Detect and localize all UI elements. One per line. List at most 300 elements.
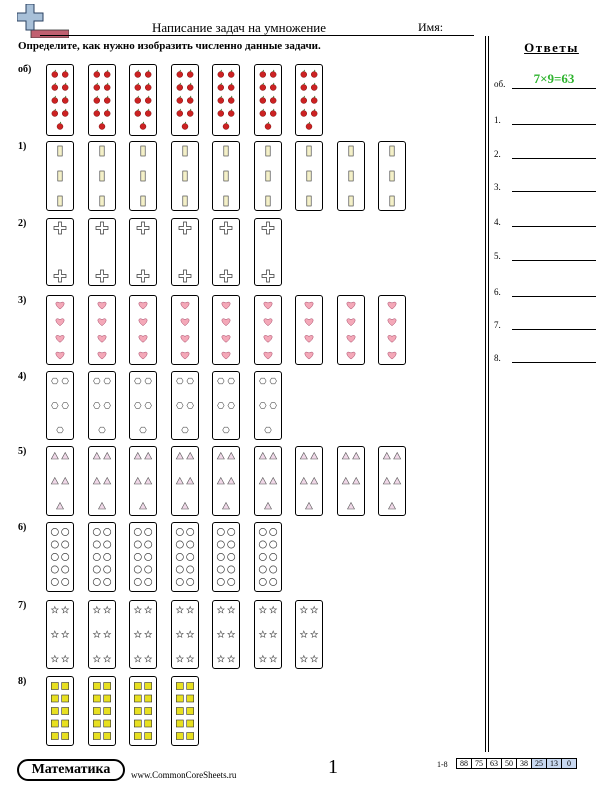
card-icons [213, 65, 239, 135]
star-icon [186, 656, 193, 662]
star-icon [269, 656, 276, 662]
circle-icon [145, 528, 152, 535]
apple-icon [270, 83, 276, 91]
apple-icon [104, 83, 110, 91]
square-icon [145, 683, 152, 690]
circle-icon [62, 578, 69, 585]
domino-card [46, 64, 74, 136]
triangle-icon [217, 478, 224, 485]
domino-card [295, 446, 323, 516]
domino-card [129, 600, 157, 669]
hexagon-icon [103, 403, 110, 409]
star-icon [311, 656, 318, 662]
square-icon [51, 683, 58, 690]
heart-icon [56, 302, 64, 309]
rectangle-icon [390, 171, 394, 181]
triangle-icon [181, 503, 188, 510]
triangle-icon [145, 478, 152, 485]
answer-row [494, 178, 604, 192]
square-icon [103, 683, 110, 690]
apple-icon [62, 96, 68, 104]
card-icons [172, 677, 198, 745]
cross-icon [262, 270, 274, 282]
page-number: 1 [328, 756, 338, 778]
square-icon [62, 720, 69, 727]
triangle-icon [176, 478, 183, 485]
triangle-icon [186, 453, 193, 460]
answer-number: 2. [494, 149, 501, 159]
answer-blank[interactable] [512, 260, 596, 261]
card-icons [47, 372, 73, 439]
apple-icon [259, 70, 265, 78]
problem-label: 1) [18, 141, 27, 152]
score-cell: 0 [562, 759, 577, 769]
rectangle-icon [348, 146, 352, 156]
domino-card [171, 446, 199, 516]
hexagon-icon [52, 378, 59, 384]
domino-card [378, 446, 406, 516]
circle-icon [103, 528, 110, 535]
rectangle-icon [348, 171, 352, 181]
star-icon [228, 631, 235, 637]
triangle-icon [51, 478, 58, 485]
domino-card [171, 141, 199, 211]
circle-icon [62, 528, 69, 535]
square-icon [51, 720, 58, 727]
answer-blank[interactable] [512, 226, 596, 227]
circle-icon [103, 578, 110, 585]
domino-card [129, 522, 157, 592]
card-icons [255, 523, 281, 591]
card-icons [47, 601, 73, 668]
square-icon [176, 720, 183, 727]
circle-icon [176, 578, 183, 585]
apple-icon [187, 70, 193, 78]
star-icon [145, 631, 152, 637]
heart-icon [180, 335, 188, 342]
circle-icon [93, 553, 100, 560]
circle-icon [93, 528, 100, 535]
hexagon-icon [103, 378, 110, 384]
apple-icon [62, 70, 68, 78]
heart-icon [305, 302, 313, 309]
triangle-icon [62, 453, 69, 460]
domino-card [171, 218, 199, 286]
rectangle-icon [307, 146, 311, 156]
card-icons [89, 219, 115, 285]
triangle-icon [62, 478, 69, 485]
answer-blank[interactable] [512, 88, 596, 89]
domino-card [212, 141, 240, 211]
circle-icon [51, 528, 58, 535]
hexagon-icon [135, 378, 142, 384]
heart-icon [263, 352, 271, 359]
circle-icon [259, 528, 266, 535]
domino-card [46, 141, 74, 211]
square-icon [145, 733, 152, 740]
star-icon [228, 656, 235, 662]
card-icons [130, 447, 156, 515]
circle-icon [228, 566, 235, 573]
rectangle-icon [348, 196, 352, 206]
hexagon-icon [145, 403, 152, 409]
card-icons [89, 601, 115, 668]
card-icons [213, 601, 239, 668]
apple-icon [57, 122, 63, 130]
heart-icon [56, 335, 64, 342]
heart-icon [56, 319, 64, 326]
card-icons [255, 296, 281, 364]
heart-icon [346, 302, 354, 309]
apple-icon [93, 109, 99, 117]
star-icon [51, 607, 58, 613]
triangle-icon [389, 503, 396, 510]
score-table [456, 758, 577, 769]
apple-icon [218, 96, 224, 104]
domino-card [212, 295, 240, 365]
rectangle-icon [265, 196, 269, 206]
hexagon-icon [264, 427, 271, 433]
apple-icon [228, 109, 234, 117]
card-icons [213, 523, 239, 591]
card-icons [296, 296, 322, 364]
triangle-icon [383, 478, 390, 485]
answer-blank[interactable] [512, 362, 596, 363]
square-icon [186, 708, 193, 715]
answer-number: 1. [494, 115, 501, 125]
triangle-icon [269, 453, 276, 460]
cross-icon [54, 270, 66, 282]
card-icons [255, 601, 281, 668]
domino-card [129, 218, 157, 286]
domino-card [378, 141, 406, 211]
heart-icon [263, 319, 271, 326]
circle-icon [145, 541, 152, 548]
circle-icon [134, 528, 141, 535]
answer-blank[interactable] [512, 124, 596, 125]
instructions: Определите, как нужно изобразить численно данные задачи. [18, 40, 321, 52]
hexagon-icon [52, 403, 59, 409]
circle-icon [269, 541, 276, 548]
star-icon [269, 607, 276, 613]
apple-icon [93, 70, 99, 78]
triangle-icon [306, 503, 313, 510]
triangle-icon [352, 478, 359, 485]
card-icons [213, 219, 239, 285]
page-title: Написание задач на умножение [152, 20, 327, 35]
domino-card [171, 295, 199, 365]
card-icons [89, 447, 115, 515]
domino-card [254, 295, 282, 365]
circle-icon [186, 553, 193, 560]
heart-icon [388, 335, 396, 342]
star-icon [134, 656, 141, 662]
star-icon [300, 656, 307, 662]
triangle-icon [98, 503, 105, 510]
star-icon [51, 656, 58, 662]
apple-icon [99, 122, 105, 130]
card-icons [89, 296, 115, 364]
logo-icon [17, 4, 69, 38]
hexagon-icon [62, 378, 69, 384]
apple-icon [218, 83, 224, 91]
cross-icon [220, 222, 232, 234]
square-icon [186, 720, 193, 727]
hexagon-icon [269, 403, 276, 409]
square-icon [103, 708, 110, 715]
apple-icon [270, 96, 276, 104]
card-icons [338, 296, 364, 364]
domino-card [46, 371, 74, 440]
rectangle-icon [307, 171, 311, 181]
heart-icon [97, 335, 105, 342]
answer-blank[interactable] [512, 158, 596, 159]
star-icon [176, 607, 183, 613]
domino-card [171, 64, 199, 136]
domino-card [254, 371, 282, 440]
rectangle-icon [182, 196, 186, 206]
rectangle-icon [141, 196, 145, 206]
hexagon-icon [186, 403, 193, 409]
square-icon [134, 733, 141, 740]
card-icons [255, 372, 281, 439]
hexagon-icon [140, 427, 147, 433]
star-icon [134, 607, 141, 613]
star-icon [134, 631, 141, 637]
answer-number: 4. [494, 217, 501, 227]
square-icon [93, 733, 100, 740]
heart-icon [305, 335, 313, 342]
card-icons [130, 677, 156, 745]
circle-icon [145, 578, 152, 585]
apple-icon [145, 83, 151, 91]
circle-icon [93, 566, 100, 573]
circle-icon [259, 553, 266, 560]
card-icons [296, 601, 322, 668]
card-icons [47, 65, 73, 135]
apple-icon [52, 96, 58, 104]
triangle-icon [145, 453, 152, 460]
apple-icon [301, 83, 307, 91]
card-icons [172, 219, 198, 285]
answers-title: Ответы [524, 40, 579, 55]
square-icon [134, 695, 141, 702]
problem-label: 2) [18, 218, 27, 229]
square-icon [145, 720, 152, 727]
hexagon-icon [57, 427, 64, 433]
heart-icon [139, 302, 147, 309]
heart-icon [222, 335, 230, 342]
triangle-icon [311, 453, 318, 460]
card-icons [47, 677, 73, 745]
cross-icon [137, 270, 149, 282]
square-icon [176, 683, 183, 690]
circle-icon [62, 566, 69, 573]
star-icon [259, 631, 266, 637]
apple-icon [135, 109, 141, 117]
card-icons [296, 65, 322, 135]
answer-blank[interactable] [512, 191, 596, 192]
triangle-icon [311, 478, 318, 485]
apple-icon [218, 109, 224, 117]
answer-number: 5. [494, 251, 501, 261]
triangle-icon [103, 453, 110, 460]
star-icon [259, 656, 266, 662]
score-label: 1-8 [437, 760, 448, 769]
circle-icon [186, 541, 193, 548]
square-icon [103, 720, 110, 727]
star-icon [228, 607, 235, 613]
apple-icon [228, 70, 234, 78]
circle-icon [176, 541, 183, 548]
triangle-icon [57, 503, 64, 510]
heart-icon [388, 302, 396, 309]
domino-card [212, 446, 240, 516]
square-icon [176, 708, 183, 715]
circle-icon [217, 541, 224, 548]
circle-icon [228, 541, 235, 548]
star-icon [93, 631, 100, 637]
card-icons [130, 523, 156, 591]
circle-icon [51, 578, 58, 585]
card-icons [172, 296, 198, 364]
hexagon-icon [223, 427, 230, 433]
card-icons [89, 677, 115, 745]
rectangle-icon [99, 171, 103, 181]
triangle-icon [217, 453, 224, 460]
triangle-icon [269, 478, 276, 485]
domino-card [88, 218, 116, 286]
heart-icon [97, 319, 105, 326]
domino-card [337, 141, 365, 211]
card-icons [172, 372, 198, 439]
apple-icon [135, 83, 141, 91]
card-icons [213, 296, 239, 364]
domino-card [88, 64, 116, 136]
answer-row [494, 213, 604, 227]
triangle-icon [223, 503, 230, 510]
triangle-icon [394, 478, 401, 485]
card-icons [213, 447, 239, 515]
star-icon [62, 607, 69, 613]
rectangle-icon [224, 196, 228, 206]
triangle-icon [342, 478, 349, 485]
problem-label: 7) [18, 600, 27, 611]
star-icon [300, 631, 307, 637]
apple-icon [182, 122, 188, 130]
answer-number: 3. [494, 182, 501, 192]
apple-icon [135, 70, 141, 78]
star-icon [300, 607, 307, 613]
star-icon [186, 631, 193, 637]
domino-card [46, 676, 74, 746]
cross-icon [54, 222, 66, 234]
triangle-icon [264, 503, 271, 510]
star-icon [103, 656, 110, 662]
hexagon-icon [269, 378, 276, 384]
domino-card [254, 446, 282, 516]
card-icons [130, 372, 156, 439]
card-icons [47, 219, 73, 285]
triangle-icon [259, 453, 266, 460]
square-icon [103, 695, 110, 702]
problem-label: об) [18, 64, 32, 75]
score-cell: 63 [487, 759, 502, 769]
triangle-icon [93, 478, 100, 485]
triangle-icon [300, 453, 307, 460]
apple-icon [259, 96, 265, 104]
card-icons [338, 142, 364, 210]
card-icons [130, 142, 156, 210]
triangle-icon [259, 478, 266, 485]
circle-icon [259, 541, 266, 548]
heart-icon [388, 352, 396, 359]
apple-icon [228, 96, 234, 104]
heart-icon [222, 352, 230, 359]
domino-card [212, 64, 240, 136]
square-icon [134, 708, 141, 715]
apple-icon [145, 96, 151, 104]
heart-icon [388, 319, 396, 326]
score-cell: 50 [502, 759, 517, 769]
domino-card [88, 446, 116, 516]
domino-card [171, 676, 199, 746]
problem-label: 6) [18, 522, 27, 533]
heart-icon [56, 352, 64, 359]
hexagon-icon [186, 378, 193, 384]
circle-icon [186, 578, 193, 585]
heart-icon [222, 319, 230, 326]
cross-icon [96, 222, 108, 234]
card-icons [255, 142, 281, 210]
heart-icon [180, 352, 188, 359]
square-icon [62, 733, 69, 740]
hexagon-icon [218, 403, 225, 409]
triangle-icon [300, 478, 307, 485]
header-underline [40, 35, 474, 36]
card-icons [172, 65, 198, 135]
domino-card [46, 600, 74, 669]
card-icons [89, 142, 115, 210]
square-icon [62, 708, 69, 715]
card-icons [296, 142, 322, 210]
triangle-icon [228, 453, 235, 460]
heart-icon [180, 319, 188, 326]
apple-icon [52, 109, 58, 117]
answer-blank[interactable] [512, 329, 596, 330]
card-icons [379, 296, 405, 364]
triangle-icon [134, 478, 141, 485]
site-url[interactable]: www.CommonCoreSheets.ru [131, 770, 237, 780]
answer-number: 7. [494, 320, 501, 330]
answer-blank[interactable] [512, 296, 596, 297]
apple-icon [311, 96, 317, 104]
heart-icon [139, 335, 147, 342]
triangle-icon [342, 453, 349, 460]
circle-icon [93, 541, 100, 548]
star-icon [311, 607, 318, 613]
heart-icon [305, 319, 313, 326]
answer-row [494, 316, 604, 330]
star-icon [145, 656, 152, 662]
domino-card [171, 600, 199, 669]
answer-value: 7×9=63 [533, 71, 575, 86]
card-icons [130, 219, 156, 285]
heart-icon [305, 352, 313, 359]
hexagon-icon [176, 378, 183, 384]
cross-icon [179, 222, 191, 234]
square-icon [186, 733, 193, 740]
